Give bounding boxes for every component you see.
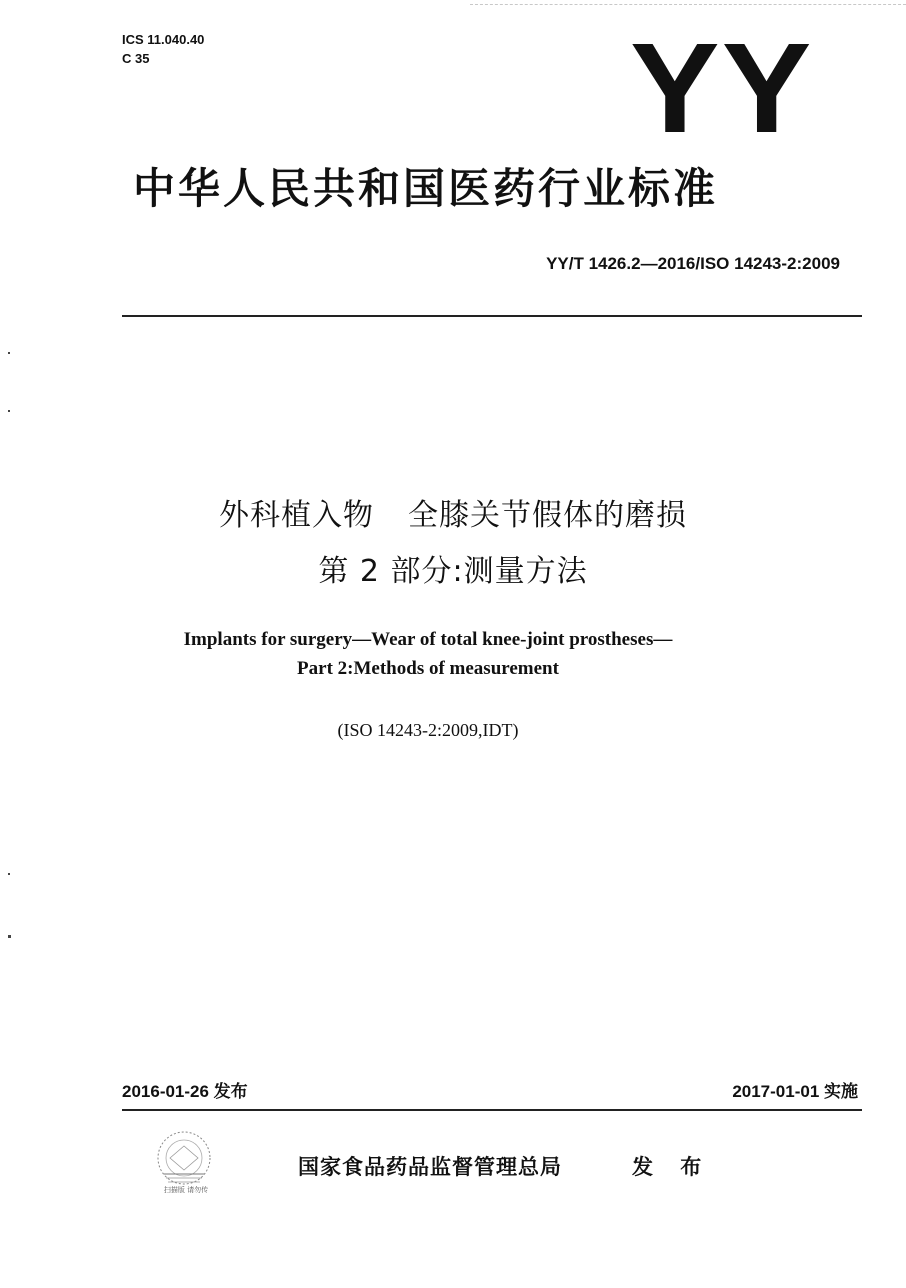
scan-speck [8,873,10,875]
ics-code: ICS 11.040.40 [122,32,205,47]
yy-logo: YY [630,17,814,160]
organization-title: 中华人民共和国医药行业标准 [133,164,719,213]
english-title-line-2: Part 2:Methods of measurement [297,658,559,679]
classification-codes [122,30,204,68]
english-title-line-1: Implants for surgery—Wear of total knee-joint prostheses— [183,629,673,650]
header-divider [122,315,862,317]
scan-speck [8,410,10,412]
seal-caption: 扫描版 请勿传 [163,1186,209,1194]
issuing-authority: 国家食品药品监督管理总局 [298,1155,562,1179]
scan-speck [8,935,11,938]
chinese-title-line-2: 第 2 部分:测量方法 [318,554,588,589]
iso-equivalence: (ISO 14243-2:2009,IDT) [337,720,519,740]
publication-date: 2016-01-26 发布 [122,1082,248,1101]
issue-label: 发 布 [632,1155,712,1179]
implementation-date: 2017-01-01 实施 [732,1082,858,1101]
footer-divider [122,1109,862,1111]
chinese-title-line-1 [0,494,906,538]
ccs-code: C 35 [122,51,150,66]
top-edge-line [470,4,906,5]
chinese-title-part-1: 外科植入物 [219,498,374,533]
scan-speck [8,352,10,354]
standard-number: YY/T 1426.2—2016/ISO 14243-2:2009 [546,254,840,273]
chinese-title-part-2: 全膝关节假体的磨损 [408,498,687,533]
